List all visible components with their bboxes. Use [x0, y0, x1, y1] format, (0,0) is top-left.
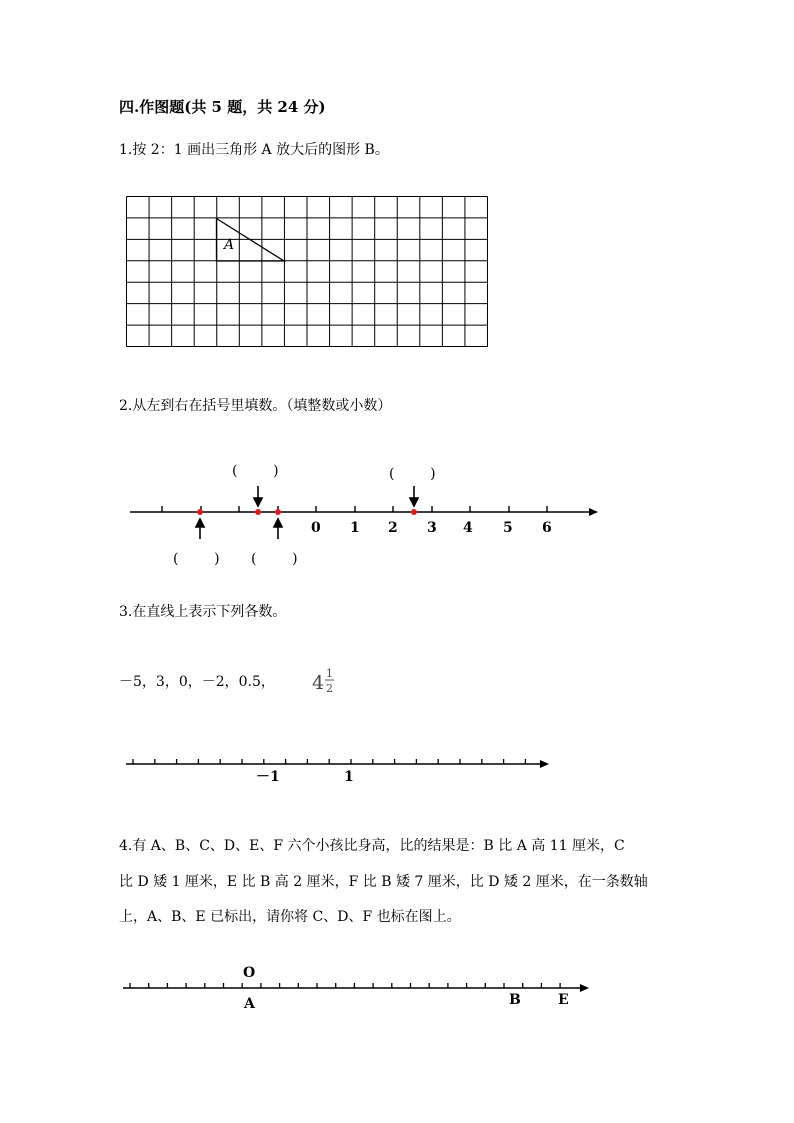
answer-bracket[interactable]: ( ): [251, 551, 298, 567]
question-1-text: 1.按 2：1 画出三角形 A 放大后的图形 B。: [119, 142, 389, 158]
tick-label: 5: [503, 520, 513, 536]
mixed-number-whole: 4: [312, 672, 325, 694]
question-2-text: 2.从左到右在括号里填数。（填整数或小数）: [119, 398, 392, 414]
question-3-text: 3.在直线上表示下列各数。: [119, 604, 287, 620]
tick-label-1: 1: [344, 769, 354, 785]
point-label-e: E: [558, 992, 569, 1008]
point-label-b: B: [509, 992, 521, 1008]
tick-label: 2: [388, 520, 398, 536]
question-4-line-2: 比 D 矮 1 厘米，E 比 B 高 2 厘米，F 比 B 矮 7 厘米，比 D 矮 2 厘米，在一条数轴: [119, 874, 648, 890]
tick-label-neg1: －1: [256, 769, 280, 785]
question-4-line-1: 4.有 A、B、C、D、E、F 六个小孩比身高，比的结果是：B 比 A 高 11 厘米，C: [119, 838, 625, 854]
origin-label: O: [243, 965, 256, 981]
answer-bracket[interactable]: ( ): [389, 466, 436, 482]
answer-bracket[interactable]: ( ): [232, 463, 279, 479]
answer-bracket[interactable]: ( ): [173, 551, 220, 567]
tick-label: 4: [463, 520, 473, 536]
point-label-a: A: [244, 996, 255, 1012]
tick-label: 1: [350, 520, 360, 536]
section-title: 四.作图题(共 5 题，共 24 分): [119, 98, 326, 116]
tick-label: 6: [542, 520, 552, 536]
tick-label: 0: [311, 520, 321, 536]
axis-arrowhead: [580, 984, 589, 992]
mixed-number-denominator: 2: [326, 682, 333, 695]
number-list: －5，3，0，－2，0.5，: [119, 674, 275, 690]
mixed-number-numerator: 1: [326, 667, 333, 680]
question-4-line-3: 上，A、B、E 已标出，请你将 C、D、F 也标在图上。: [119, 909, 461, 925]
tick-label: 3: [427, 520, 437, 536]
triangle-label: A: [224, 237, 235, 253]
